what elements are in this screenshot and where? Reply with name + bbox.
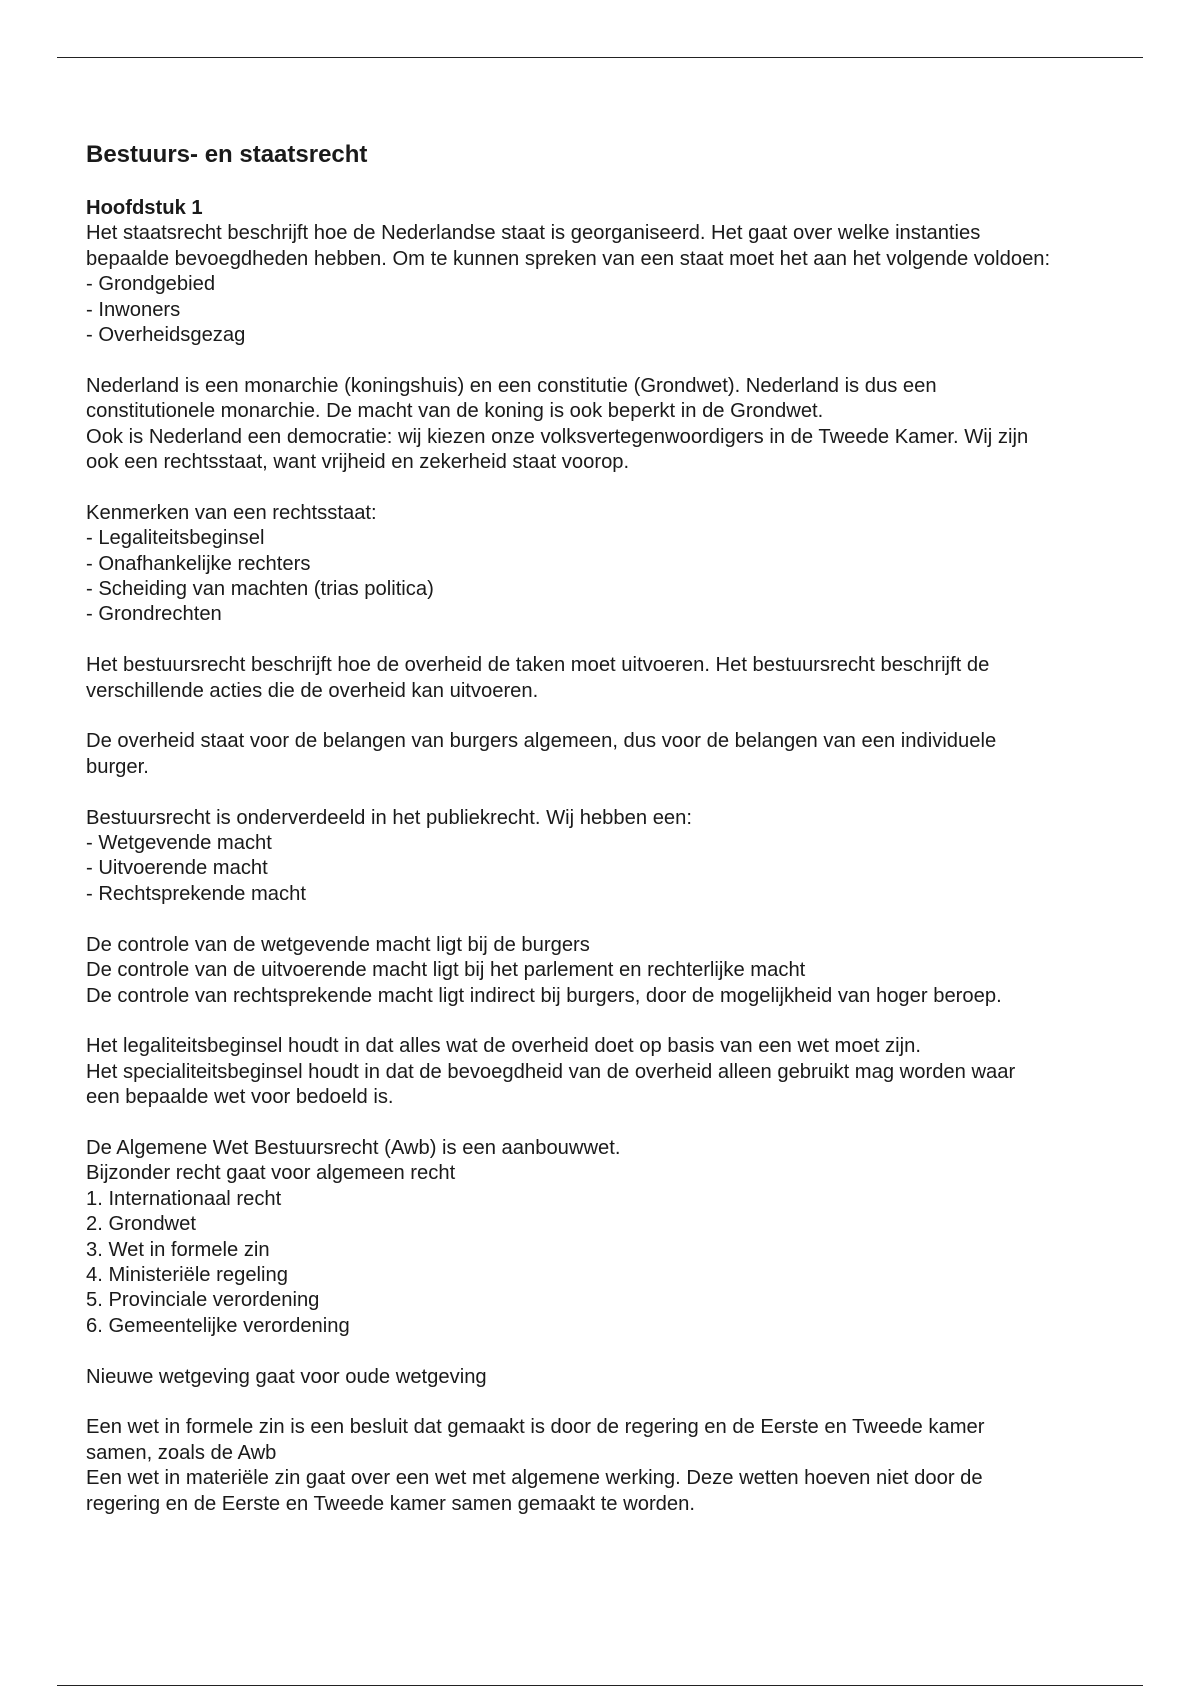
paragraph-list [86,221,1156,1517]
text-line: 4. Ministeriële regeling [86,1263,288,1286]
text-line: De Algemene Wet Bestuursrecht (Awb) is een aanbouwwet. [86,1136,621,1159]
text-line: Bijzonder recht gaat voor algemeen recht [86,1162,456,1185]
paragraph [86,221,1156,348]
text-line: Het legaliteitsbeginsel houdt in dat alles wat de overheid doet op basis van een wet moet zijn. [86,1035,921,1058]
text-line: Het specialiteitsbeginsel houdt in dat de bevoegdheid van de overheid alleen gebruikt mag worden waar [86,1060,1016,1083]
text-line: ook een rechtsstaat, want vrijheid en zekerheid staat voorop. [86,451,630,474]
paragraph [86,374,1156,476]
text-line: Het bestuursrecht beschrijft hoe de overheid de taken moet uitvoeren. Het bestuursrecht beschrijft de [86,654,990,677]
text-line: De controle van de uitvoerende macht ligt bij het parlement en rechterlijke macht [86,959,806,982]
text-line: 2. Grondwet [86,1213,196,1236]
text-line: Ook is Nederland een democratie: wij kiezen onze volksvertegenwoordigers in de Tweede Kamer. Wij zijn [86,425,1029,448]
paragraph [86,1415,1156,1517]
paragraph [86,1034,1156,1110]
text-line: burger. [86,755,149,778]
document-body [86,140,1156,1542]
paragraph [86,729,1156,780]
text-line: Nederland is een monarchie (koningshuis) en een constitutie (Grondwet). Nederland is dus een [86,374,937,397]
text-line: 6. Gemeentelijke verordening [86,1314,350,1337]
text-line: Kenmerken van een rechtsstaat: [86,501,377,524]
text-line: verschillende acties die de overheid kan uitvoeren. [86,679,539,702]
text-line: een bepaalde wet voor bedoeld is. [86,1086,394,1109]
paragraph [86,653,1156,704]
text-line: Een wet in materiële zin gaat over een wet met algemene werking. Deze wetten hoeven niet door de [86,1467,983,1490]
text-line: - Legaliteitsbeginsel [86,527,265,550]
text-line: De controle van rechtsprekende macht ligt indirect bij burgers, door de mogelijkheid van hoger beroep. [86,984,1002,1007]
text-line: - Uitvoerende macht [86,857,268,880]
paragraph [86,806,1156,908]
paragraph [86,1136,1156,1339]
text-line: De overheid staat voor de belangen van burgers algemeen, dus voor de belangen van een individuele [86,730,997,753]
text-line: constitutionele monarchie. De macht van de koning is ook beperkt in de Grondwet. [86,400,824,423]
text-line: Een wet in formele zin is een besluit dat gemaakt is door de regering en de Eerste en Tweede kamer [86,1416,985,1439]
chapter-heading: Hoofdstuk 1 [86,197,203,219]
text-line: 3. Wet in formele zin [86,1238,270,1261]
text-line: bepaalde bevoegdheden hebben. Om te kunnen spreken van een staat moet het aan het volgende voldoen: [86,247,1051,270]
text-line: - Grondgebied [86,273,216,296]
text-line: Het staatsrecht beschrijft hoe de Nederlandse staat is georganiseerd. Het gaat over welke instanties [86,222,981,245]
paragraph [86,501,1156,628]
text-line: - Scheiding van machten (trias politica) [86,578,434,601]
paragraph [86,1365,1156,1390]
document-title: Bestuurs- en staatsrecht [86,141,368,168]
text-line: samen, zoals de Awb [86,1441,277,1464]
text-line: 1. Internationaal recht [86,1187,282,1210]
top-rule [57,57,1143,58]
text-line: - Onafhankelijke rechters [86,552,311,575]
text-line: - Wetgevende macht [86,832,272,855]
text-line: - Inwoners [86,298,181,321]
text-line: regering en de Eerste en Tweede kamer samen gemaakt te worden. [86,1492,695,1515]
text-line: 5. Provinciale verordening [86,1289,320,1312]
text-line: - Rechtsprekende macht [86,882,306,905]
text-line: Nieuwe wetgeving gaat voor oude wetgeving [86,1365,487,1388]
text-line: - Grondrechten [86,603,222,626]
bottom-rule [57,1685,1143,1686]
paragraph [86,933,1156,1009]
text-line: Bestuursrecht is onderverdeeld in het publiekrecht. Wij hebben een: [86,806,692,829]
text-line: De controle van de wetgevende macht ligt bij de burgers [86,933,590,956]
text-line: - Overheidsgezag [86,324,246,347]
